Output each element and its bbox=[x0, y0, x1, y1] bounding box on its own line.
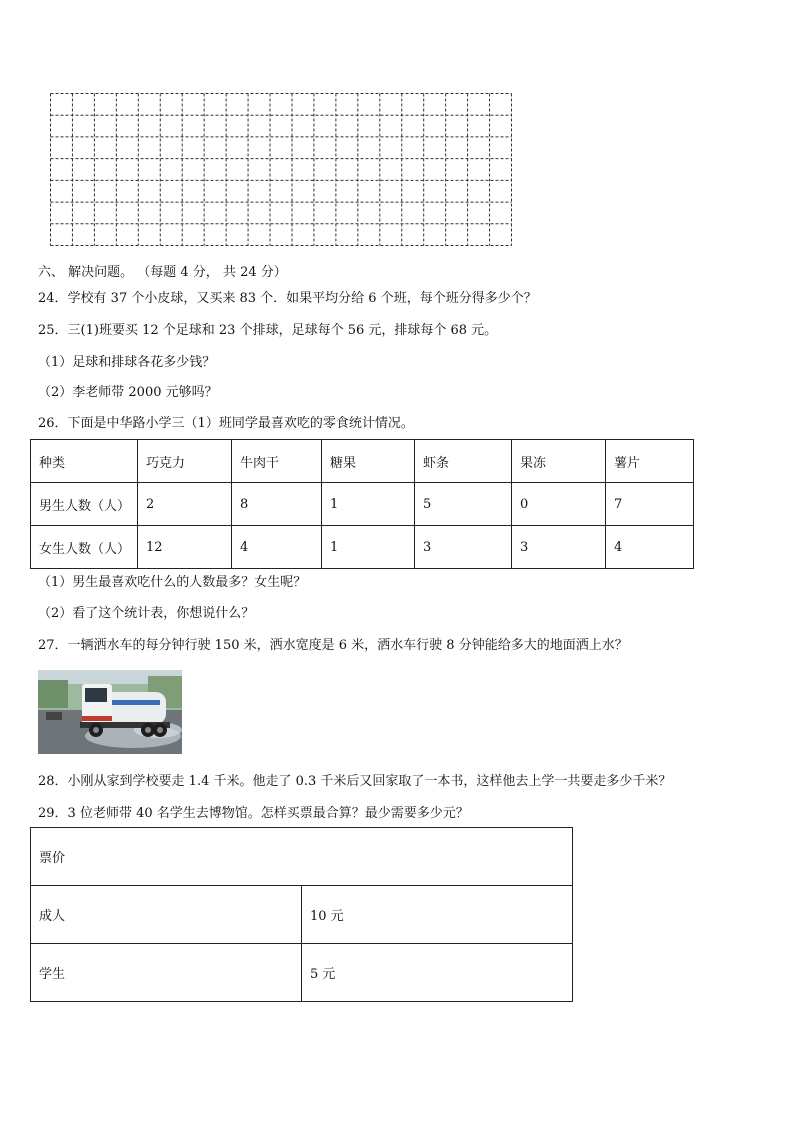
table-cell: 薯片 bbox=[606, 440, 694, 483]
table-cell: 12 bbox=[138, 526, 232, 569]
table-cell: 4 bbox=[232, 526, 322, 569]
table-cell: 4 bbox=[606, 526, 694, 569]
table-row bbox=[31, 944, 573, 1002]
question-24: 24．学校有 37 个小皮球，又买来 83 个．如果平均分给 6 个班，每个班分得多少个？ bbox=[38, 291, 537, 306]
table-row bbox=[31, 526, 694, 569]
question-26-part-1: （1）男生最喜欢吃什么的人数最多？女生呢？ bbox=[38, 575, 307, 590]
table-cell: 男生人数（人） bbox=[31, 483, 138, 526]
snack-statistics-table bbox=[30, 439, 694, 569]
table-cell: 7 bbox=[606, 483, 694, 526]
sprinkler-truck-photo bbox=[38, 670, 182, 754]
table-header-row bbox=[31, 828, 573, 886]
question-25: 25．三(1)班要买 12 个足球和 23 个排球，足球每个 56 元，排球每个 68 元。 bbox=[38, 323, 498, 338]
table-cell: 学生 bbox=[31, 944, 302, 1002]
question-25-part-1: （1）足球和排球各花多少钱？ bbox=[38, 355, 216, 370]
question-26-part-2: （2）看了这个统计表，你想说什么？ bbox=[38, 606, 255, 621]
question-26: 26．下面是中华路小学三（1）班同学最喜欢吃的零食统计情况。 bbox=[38, 416, 414, 431]
table-cell: 5 bbox=[415, 483, 512, 526]
table-cell: 5 元 bbox=[302, 944, 573, 1002]
table-row bbox=[31, 886, 573, 944]
table-cell: 0 bbox=[512, 483, 606, 526]
table-cell: 牛肉干 bbox=[232, 440, 322, 483]
table-header-row bbox=[31, 440, 694, 483]
table-cell: 3 bbox=[415, 526, 512, 569]
section-heading: 六、 解决问题。 （每题 4 分， 共 24 分） bbox=[38, 265, 287, 280]
table-cell: 成人 bbox=[31, 886, 302, 944]
dashed-answer-grid bbox=[50, 93, 512, 246]
table-title-cell: 票价 bbox=[31, 828, 573, 886]
question-28: 28．小刚从家到学校要走 1.4 千米。他走了 0.3 千米后又回家取了一本书，这样他去上学一共要走多少千米？ bbox=[38, 774, 672, 789]
question-25-part-2: （2）李老师带 2000 元够吗？ bbox=[38, 385, 218, 400]
table-cell: 2 bbox=[138, 483, 232, 526]
question-29: 29．3 位老师带 40 名学生去博物馆。怎样买票最合算？最少需要多少元？ bbox=[38, 806, 469, 821]
table-cell: 8 bbox=[232, 483, 322, 526]
table-cell: 1 bbox=[322, 483, 415, 526]
table-row bbox=[31, 483, 694, 526]
question-27: 27．一辆洒水车的每分钟行驶 150 米，洒水宽度是 6 米，洒水车行驶 8 分钟能给多大的地面洒上水？ bbox=[38, 638, 628, 653]
table-cell: 10 元 bbox=[302, 886, 573, 944]
table-cell: 种类 bbox=[31, 440, 138, 483]
table-cell: 1 bbox=[322, 526, 415, 569]
table-cell: 巧克力 bbox=[138, 440, 232, 483]
table-cell: 女生人数（人） bbox=[31, 526, 138, 569]
table-cell: 果冻 bbox=[512, 440, 606, 483]
table-cell: 虾条 bbox=[415, 440, 512, 483]
table-cell: 糖果 bbox=[322, 440, 415, 483]
ticket-price-table bbox=[30, 827, 573, 1002]
table-cell: 3 bbox=[512, 526, 606, 569]
